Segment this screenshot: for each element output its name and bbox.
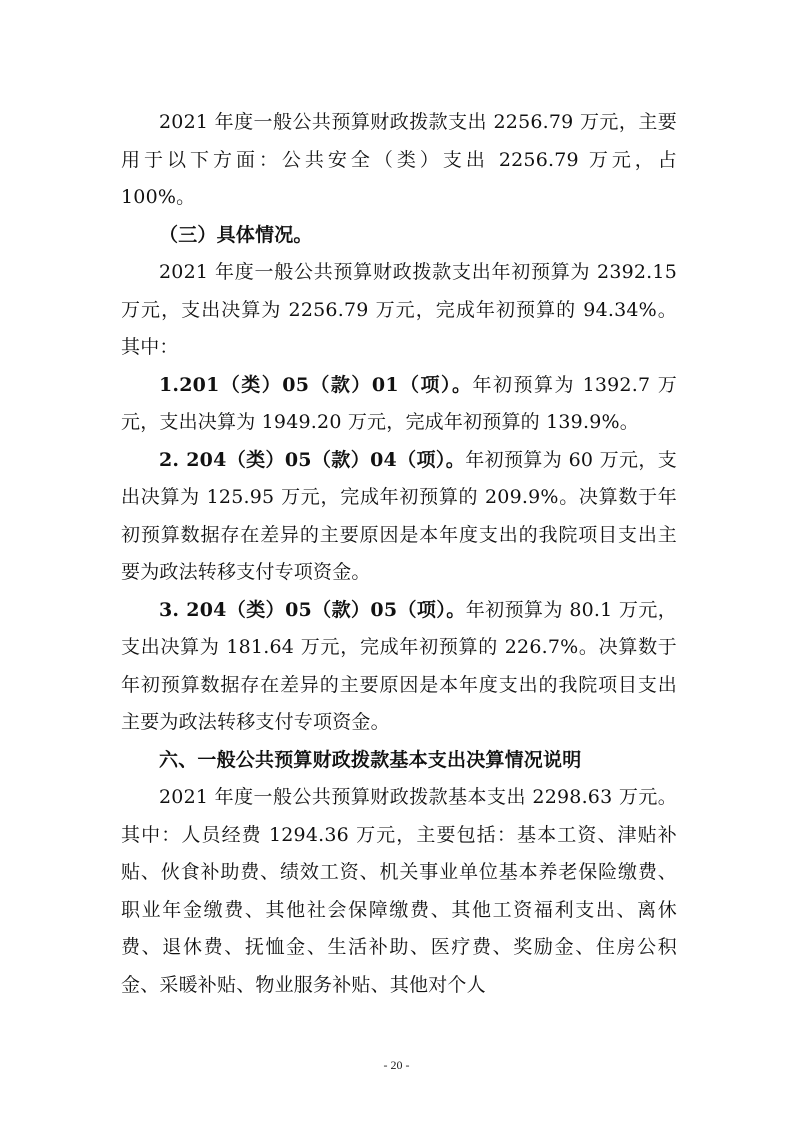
page-number: - 20 - bbox=[383, 1058, 410, 1072]
item-204-05-04-text: 年初预算为 60 万元，支出决算为 125.95 万元，完成年初预算的 209.9%。决算数于年初预算数据存在差异的主要原因是本年度支出的我院项目支出主要为政法转移支付专项资金。 bbox=[121, 448, 677, 583]
paragraph-basic-expenditure: 2021 年度一般公共预算财政拨款基本支出 2298.63 万元。其中：人员经费 1294.36 万元，主要包括：基本工资、津贴补贴、伙食补助费、绩效工资、机关事业单位基本养老保险缴费、职业年金缴费、其他社会保障缴费、其他工资福利支出、离休费、退休费、抚恤金、生活补助、医疗费、奖励金、住房公积金、采暖补贴、物业服务补贴、其他对个人 bbox=[121, 786, 677, 996]
section-heading-basic-expenditure: 六、一般公共预算财政拨款基本支出决算情况说明 bbox=[159, 748, 582, 771]
item-204-05-05-lead: 3. 204（类）05（款）05（项）。 bbox=[159, 598, 466, 621]
paragraph-budget-overview: 2021 年度一般公共预算财政拨款支出年初预算为 2392.15 万元，支出决算为 2256.79 万元，完成年初预算的 94.34%。其中： bbox=[121, 261, 677, 358]
item-204-05-05 bbox=[121, 592, 677, 742]
paragraph-total-expenditure: 2021 年度一般公共预算财政拨款支出 2256.79 万元，主要用于以下方面：公共安全（类）支出 2256.79 万元，占 100%。 bbox=[121, 111, 677, 208]
item-201-05-01-text: 年初预算为 1392.7 万元，支出决算为 1949.20 万元，完成年初预算的 139.9%。 bbox=[121, 373, 677, 433]
section-heading-specific-situation: （三）具体情况。 bbox=[159, 223, 313, 246]
item-201-05-01 bbox=[121, 367, 677, 442]
item-204-05-04-lead: 2. 204（类）05（款）04（项）。 bbox=[159, 448, 466, 471]
item-204-05-04 bbox=[121, 442, 677, 592]
item-201-05-01-lead: 1.201（类）05（款）01（项）。 bbox=[159, 373, 473, 396]
document-body bbox=[121, 104, 677, 1004]
item-204-05-05-text: 年初预算为 80.1 万元，支出决算为 181.64 万元，完成年初预算的 226.7%。决算数于年初预算数据存在差异的主要原因是本年度支出的我院项目支出主要为政法转移支付专项资金。 bbox=[121, 598, 677, 733]
